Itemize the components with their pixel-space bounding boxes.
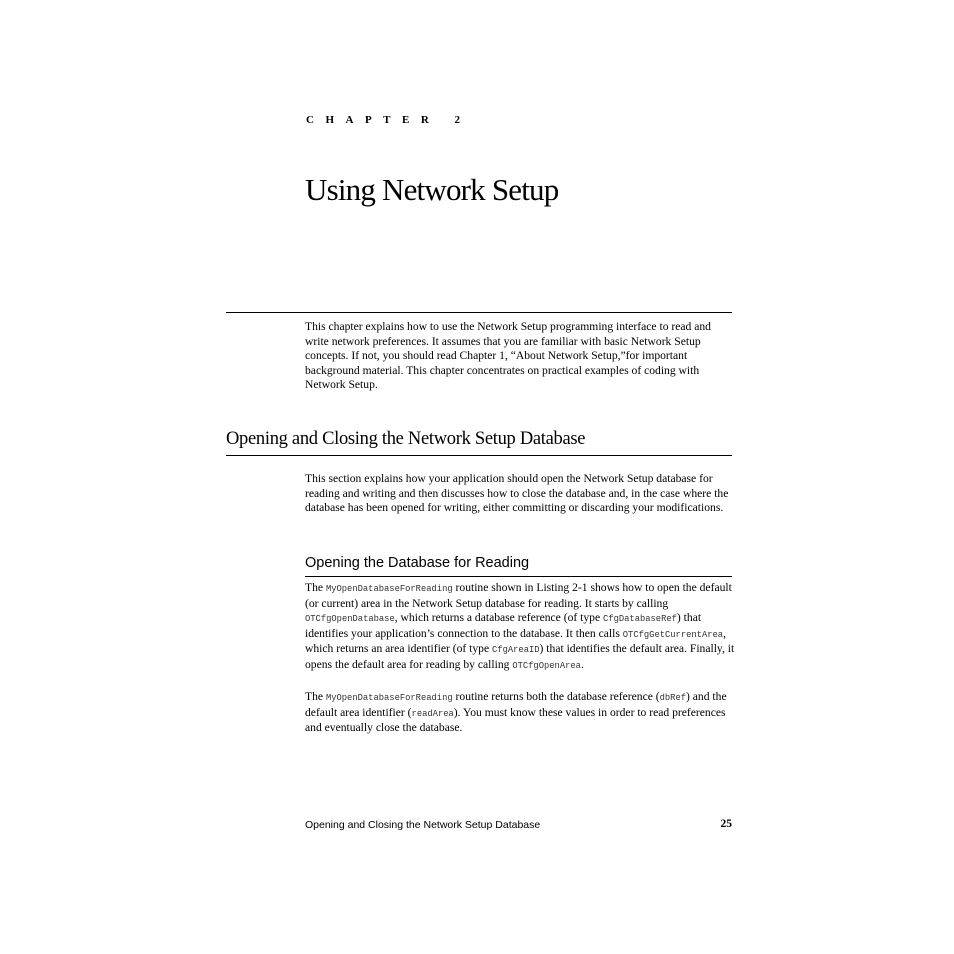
text-run: ) and the default area identifier (	[305, 690, 727, 719]
reading-paragraph-1	[305, 581, 735, 674]
text-run: The	[305, 690, 326, 703]
code-routine-name: MyOpenDatabaseForReading	[325, 584, 453, 594]
text-run: ) that identifies the default area. Finally, it opens the default area for reading by calling	[305, 642, 735, 671]
chapter-label: CHAPTER 2	[306, 114, 472, 126]
subsection-rule	[305, 576, 732, 577]
chapter-title: Using Network Setup	[305, 172, 559, 207]
text-run: , which returns a database reference (of type	[394, 611, 604, 625]
chapter-rule	[226, 312, 732, 313]
section-heading: Opening and Closing the Network Setup Database	[226, 429, 586, 449]
reading-paragraph-2	[305, 690, 735, 736]
code-routine-name: MyOpenDatabaseForReading	[325, 693, 453, 703]
text-run: routine shown in Listing 2-1 shows how to open the default (or current) area in the Network Setup database for reading. It starts by calling	[305, 581, 732, 610]
subsection-heading: Opening the Database for Reading	[305, 555, 530, 571]
code-database-ref-type: CfgDatabaseRef	[603, 614, 677, 625]
text-run: routine returns both the database reference (	[452, 690, 660, 703]
section-rule	[226, 455, 732, 456]
page-number: 25	[720, 818, 732, 830]
text-run: The	[305, 581, 326, 594]
code-get-current-area: OTCfgGetCurrentArea	[622, 629, 724, 640]
text-run: ). You must know these values in order to read preferences and eventually close the database.	[305, 705, 726, 735]
code-open-database: OTCfgOpenDatabase	[305, 614, 395, 625]
code-area-id-type: CfgAreaID	[492, 645, 540, 656]
footer-title: Opening and Closing the Network Setup Database	[305, 819, 541, 831]
text-run: ) that identifies your application’s connection to the database. It then calls	[305, 611, 702, 640]
section-paragraph: This section explains how your application should open the Network Setup database for reading and writing and then discusses how to close the database and, in the case where the database has been opened for writing, either committing or discarding your modifications.	[305, 472, 729, 515]
code-db-ref: dbRef	[659, 693, 687, 703]
intro-paragraph: This chapter explains how to use the Network Setup programming interface to read and write network preferences. It assumes that you are familiar with basic Network Setup concepts. If not, you should read Chapter 1, “About Network Setup,”for important background material. This chapter concentrates on practical examples of coding with Network Setup.	[305, 320, 711, 392]
code-read-area: readArea	[411, 708, 454, 719]
text-run: .	[580, 657, 584, 671]
code-open-area: OTCfgOpenArea	[512, 660, 581, 671]
text-run: , which returns an area identifier (of type	[305, 626, 726, 656]
